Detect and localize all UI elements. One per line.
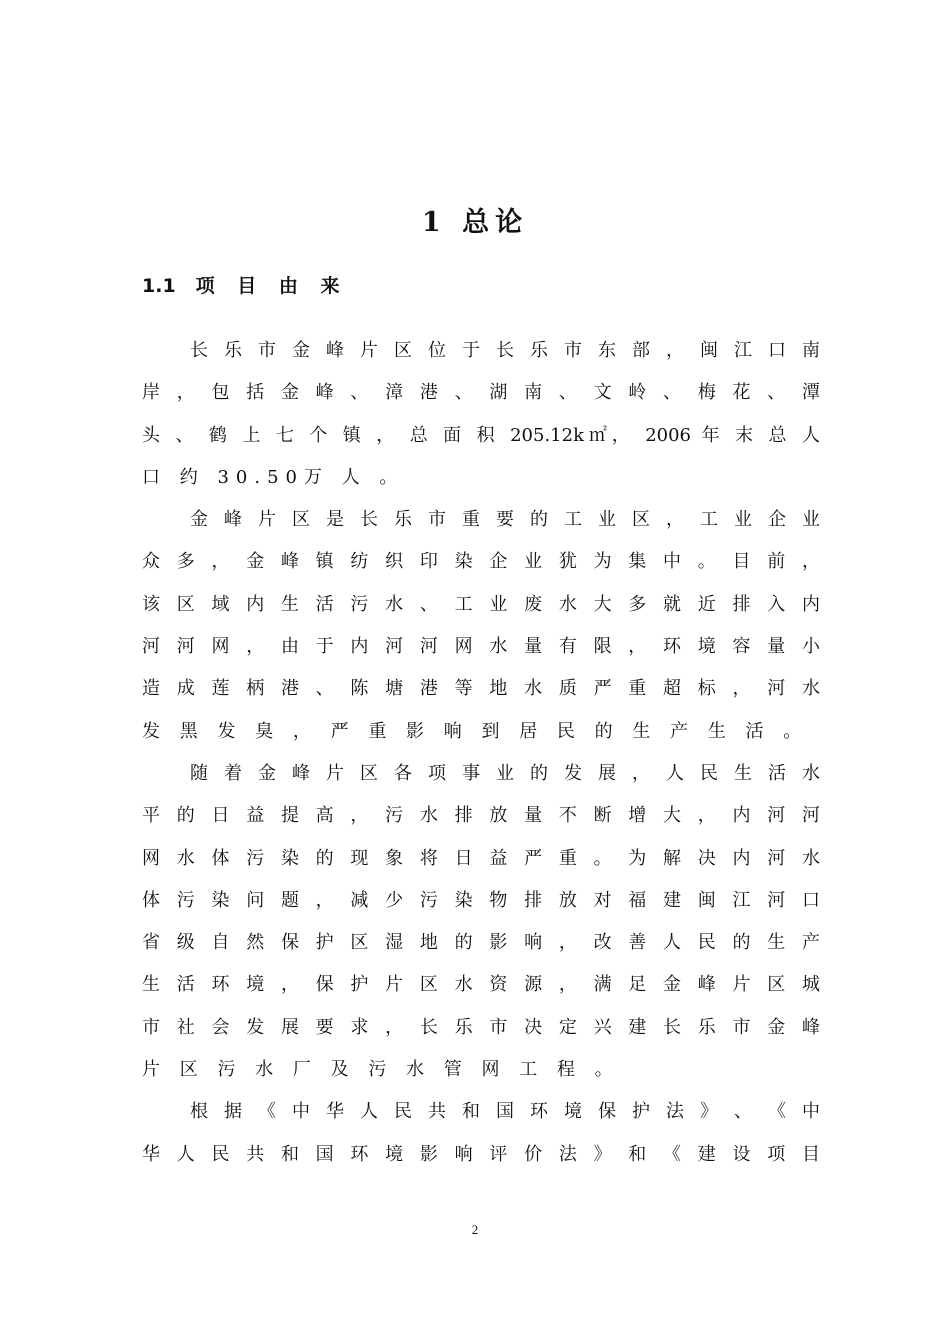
text-line: 生 活 环 境 ， 保 护 片 区 水 资 源 ， 满 足 金 峰 片 区 城 [142, 974, 820, 996]
text-line: 发 黑 发 臭 ， 严 重 影 响 到 居 民 的 生 产 生 活 。 [142, 720, 809, 742]
text-line: 体 污 染 问 题 ， 减 少 污 染 物 排 放 对 福 建 闽 江 河 口 [142, 889, 820, 911]
text-line: 随 着 金 峰 片 区 各 项 事 业 的 发 展 ， 人 民 生 活 水 [190, 762, 820, 784]
text-line: 造 成 莲 柄 港 、 陈 塘 港 等 地 水 质 严 重 超 标 ， 河 水 [142, 678, 820, 700]
text-line: 平 的 日 益 提 高 ， 污 水 排 放 量 不 断 增 大 ， 内 河 河 [142, 805, 820, 827]
text-line: 华 人 民 共 和 国 环 境 影 响 评 价 法 》 和 《 建 设 项 目 [142, 1143, 820, 1165]
text-line: 金 峰 片 区 是 长 乐 市 重 要 的 工 业 区 ， 工 业 企 业 [190, 509, 820, 531]
text-line: 省 级 自 然 保 护 区 湿 地 的 影 响 ， 改 善 人 民 的 生 产 [142, 932, 820, 954]
text-line: 片 区 污 水 厂 及 污 水 管 网 工 程 。 [142, 1059, 620, 1081]
chapter-title: 1 总论 [421, 207, 529, 238]
text-line: 根 据 《 中 华 人 民 共 和 国 环 境 保 护 法 》 、 《 中 [190, 1101, 820, 1123]
section-heading [142, 271, 348, 298]
section-title: 项 目 由 来 [195, 275, 348, 297]
text-line: 头 、 鹤 上 七 个 镇 ， 总 面 积 205.12k㎡， 2006 年 末 总 人 [142, 424, 820, 446]
text-line: 口 约 30.50万 人 。 [142, 466, 405, 488]
text-line: 该 区 域 内 生 活 污 水 、 工 业 废 水 大 多 就 近 排 入 内 [142, 593, 820, 615]
text-line: 众 多 ， 金 峰 镇 纺 织 印 染 企 业 犹 为 集 中 。 目 前 ， [142, 551, 820, 573]
text-line: 网 水 体 污 染 的 现 象 将 日 益 严 重 。 为 解 决 内 河 水 [142, 847, 820, 869]
text-line: 市 社 会 发 展 要 求 ， 长 乐 市 决 定 兴 建 长 乐 市 金 峰 [142, 1016, 820, 1038]
text-line: 长 乐 市 金 峰 片 区 位 于 长 乐 市 东 部 ， 闽 江 口 南 [190, 340, 820, 361]
text-line: 河 河 网 ， 由 于 内 河 河 网 水 量 有 限 ， 环 境 容 量 小 [142, 636, 820, 658]
body-text [142, 330, 820, 1176]
text-line: 岸 ， 包 括 金 峰 、 漳 港 、 湖 南 、 文 岭 、 梅 花 、 潭 [142, 382, 820, 404]
section-number: 1.1 [142, 275, 176, 297]
page-number: 2 [471, 1222, 479, 1237]
